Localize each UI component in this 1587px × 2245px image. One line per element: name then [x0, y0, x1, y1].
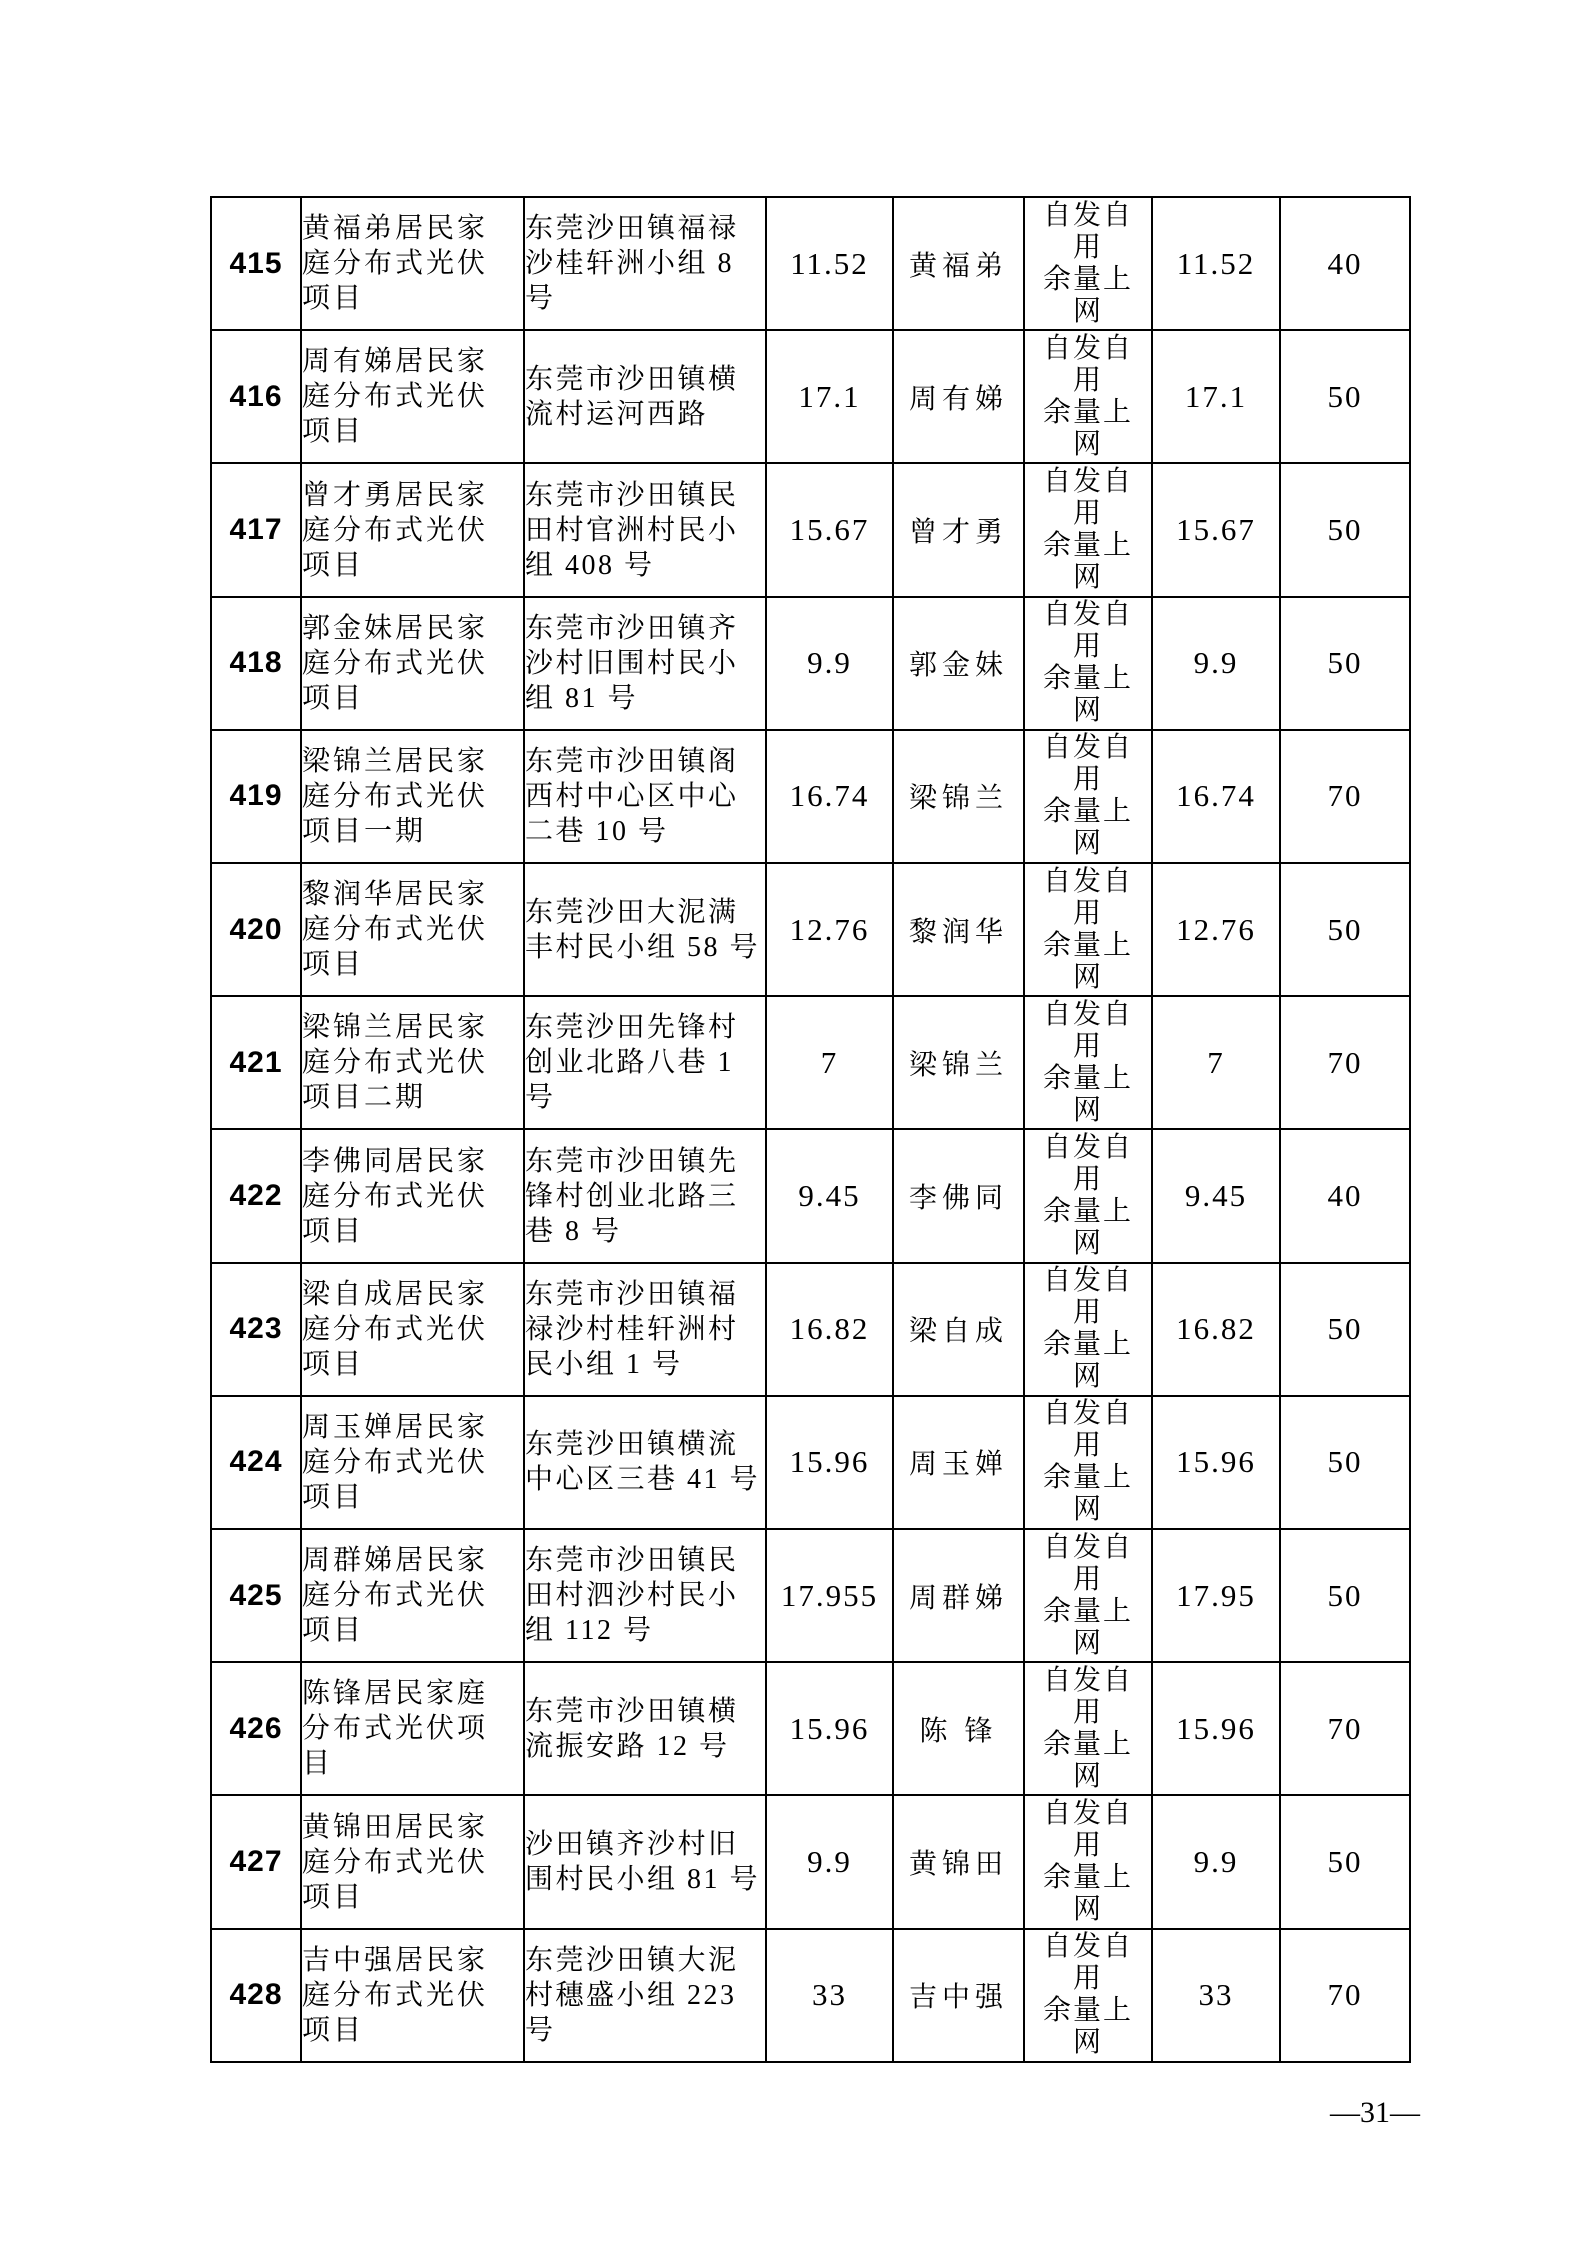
- address-line: 号: [525, 1082, 556, 1114]
- owner-name-cell: 梁自成: [893, 1263, 1024, 1396]
- project-name-line: 项目: [302, 283, 365, 315]
- table-row: [211, 730, 1410, 863]
- table-row: [211, 863, 1410, 996]
- address-line: 沙田镇齐沙村旧: [525, 1829, 739, 1861]
- grid-mode-line: 用: [1072, 1830, 1103, 1862]
- grid-mode-line: 自发自: [1042, 1531, 1133, 1563]
- grid-mode-line: 网: [1072, 428, 1103, 460]
- value1-cell: 15.96: [766, 1396, 893, 1529]
- address-cell: [524, 1795, 766, 1928]
- grid-mode-line: 用: [1072, 897, 1103, 929]
- serial-number-cell: 415: [211, 197, 301, 330]
- grid-mode-line: 网: [1072, 2027, 1103, 2059]
- address-cell: [524, 1263, 766, 1396]
- address-cell: [524, 463, 766, 596]
- records-tbody: [211, 197, 1410, 2062]
- address-cell: [524, 197, 766, 330]
- serial-number-cell: 427: [211, 1795, 301, 1928]
- address-line: 田村官洲村民小: [525, 514, 739, 546]
- value1-cell: 9.9: [766, 1795, 893, 1928]
- grid-mode-line: 用: [1072, 1696, 1103, 1728]
- grid-mode-line: 自发自: [1042, 1265, 1133, 1297]
- address-line: 巷 8 号: [525, 1215, 622, 1247]
- address-line: 丰村民小组 58 号: [525, 931, 761, 963]
- address-cell: [524, 1396, 766, 1529]
- address-line: 流振安路 12 号: [525, 1730, 730, 1762]
- value3-cell: 40: [1280, 197, 1410, 330]
- owner-name-cell: 黎润华: [893, 863, 1024, 996]
- value2-cell: 16.74: [1152, 730, 1280, 863]
- grid-mode-line: 自发自: [1042, 1931, 1133, 1963]
- project-name-line: 项目: [302, 549, 365, 581]
- value1-cell: 17.955: [766, 1529, 893, 1662]
- grid-mode-line: 网: [1072, 695, 1103, 727]
- value3-cell: 70: [1280, 730, 1410, 863]
- grid-mode-line: 自发自: [1042, 865, 1133, 897]
- grid-mode-cell: [1024, 1662, 1152, 1795]
- grid-mode-cell: [1024, 730, 1152, 863]
- grid-mode-cell: [1024, 1795, 1152, 1928]
- grid-mode-line: 余量上: [1042, 396, 1133, 428]
- page-number: —31—: [1330, 2096, 1420, 2129]
- project-name-cell: [301, 1396, 524, 1529]
- value2-cell: 11.52: [1152, 197, 1280, 330]
- grid-mode-line: 用: [1072, 1030, 1103, 1062]
- value3-cell: 50: [1280, 863, 1410, 996]
- grid-mode-line: 余量上: [1042, 929, 1133, 961]
- address-cell: [524, 1529, 766, 1662]
- value2-cell: 12.76: [1152, 863, 1280, 996]
- address-line: 组 408 号: [525, 549, 655, 581]
- grid-mode-line: 用: [1072, 498, 1103, 529]
- project-name-line: 梁自成居民家: [302, 1278, 489, 1310]
- project-name-line: 分布式光伏项: [302, 1713, 489, 1745]
- grid-mode-line: 用: [1072, 1563, 1103, 1595]
- project-name-cell: [301, 863, 524, 996]
- serial-number-cell: 420: [211, 863, 301, 996]
- table-row: [211, 1529, 1410, 1662]
- serial-number-cell: 423: [211, 1263, 301, 1396]
- project-name-line: 吉中强居民家: [302, 1944, 489, 1976]
- address-cell: [524, 996, 766, 1129]
- serial-number-cell: 428: [211, 1929, 301, 2062]
- value1-cell: 16.82: [766, 1263, 893, 1396]
- project-name-line: 庭分布式光伏: [302, 647, 489, 679]
- project-name-line: 梁锦兰居民家: [302, 1012, 489, 1044]
- table-row: [211, 996, 1410, 1129]
- value2-cell: 7: [1152, 996, 1280, 1129]
- serial-number-cell: 422: [211, 1129, 301, 1262]
- value3-cell: 50: [1280, 1529, 1410, 1662]
- grid-mode-line: 自发自: [1042, 1398, 1133, 1430]
- project-name-line: 项目: [302, 1881, 365, 1913]
- owner-name-cell: 吉中强: [893, 1929, 1024, 2062]
- address-line: 锋村创业北路三: [525, 1180, 739, 1212]
- address-line: 东莞市沙田镇福: [525, 1278, 739, 1310]
- table-row: [211, 1396, 1410, 1529]
- grid-mode-line: 用: [1072, 764, 1103, 796]
- project-name-line: 项目: [302, 1215, 365, 1247]
- address-line: 东莞沙田先锋村: [525, 1012, 739, 1044]
- grid-mode-line: 网: [1072, 562, 1103, 593]
- value3-cell: 50: [1280, 330, 1410, 463]
- project-name-line: 周群娣居民家: [302, 1545, 489, 1577]
- value3-cell: 70: [1280, 1662, 1410, 1795]
- address-cell: [524, 597, 766, 730]
- project-name-cell: [301, 1795, 524, 1928]
- table-row: [211, 330, 1410, 463]
- grid-mode-line: 用: [1072, 364, 1103, 396]
- address-cell: [524, 1929, 766, 2062]
- project-name-line: 庭分布式光伏: [302, 1979, 489, 2011]
- project-name-line: 庭分布式光伏: [302, 914, 489, 946]
- serial-number-cell: 418: [211, 597, 301, 730]
- grid-mode-line: 自发自: [1042, 1798, 1133, 1830]
- value1-cell: 17.1: [766, 330, 893, 463]
- project-name-line: 曾才勇居民家: [302, 479, 489, 511]
- grid-mode-line: 用: [1072, 1164, 1103, 1196]
- project-name-line: 项目: [302, 2014, 365, 2046]
- value1-cell: 33: [766, 1929, 893, 2062]
- value1-cell: 11.52: [766, 197, 893, 330]
- grid-mode-line: 网: [1072, 1627, 1103, 1659]
- address-line: 组 112 号: [525, 1615, 654, 1647]
- owner-name-cell: 曾才勇: [893, 463, 1024, 596]
- address-cell: [524, 863, 766, 996]
- value3-cell: 70: [1280, 1929, 1410, 2062]
- grid-mode-line: 用: [1072, 1963, 1103, 1995]
- value3-cell: 50: [1280, 463, 1410, 596]
- serial-number-cell: 421: [211, 996, 301, 1129]
- project-name-line: 周有娣居民家: [302, 346, 489, 378]
- grid-mode-line: 余量上: [1042, 796, 1133, 828]
- owner-name-cell: 梁锦兰: [893, 730, 1024, 863]
- address-line: 东莞市沙田镇民: [525, 479, 739, 511]
- grid-mode-line: 用: [1072, 231, 1103, 263]
- owner-name-cell: 周有娣: [893, 330, 1024, 463]
- value2-cell: 9.45: [1152, 1129, 1280, 1262]
- grid-mode-line: 网: [1072, 828, 1103, 860]
- project-name-line: 目: [302, 1748, 334, 1780]
- address-line: 西村中心区中心: [525, 780, 739, 812]
- value1-cell: 9.45: [766, 1129, 893, 1262]
- owner-name-cell: 黄福弟: [893, 197, 1024, 330]
- grid-mode-cell: [1024, 1529, 1152, 1662]
- project-name-line: 李佛同居民家: [302, 1145, 489, 1177]
- serial-number-cell: 426: [211, 1662, 301, 1795]
- address-line: 东莞市沙田镇民: [525, 1545, 739, 1577]
- address-cell: [524, 1662, 766, 1795]
- project-name-line: 梁锦兰居民家: [302, 745, 489, 777]
- grid-mode-line: 余量上: [1042, 1062, 1133, 1094]
- address-line: 东莞沙田镇福禄: [525, 213, 739, 245]
- address-line: 二巷 10 号: [525, 815, 669, 847]
- value2-cell: 9.9: [1152, 597, 1280, 730]
- value1-cell: 15.96: [766, 1662, 893, 1795]
- owner-name-cell: 周玉婵: [893, 1396, 1024, 1529]
- value2-cell: 17.95: [1152, 1529, 1280, 1662]
- grid-mode-cell: [1024, 1929, 1152, 2062]
- grid-mode-line: 自发自: [1042, 466, 1133, 497]
- value3-cell: 50: [1280, 1396, 1410, 1529]
- value1-cell: 12.76: [766, 863, 893, 996]
- projects-table-wrap: [210, 196, 1411, 2063]
- project-name-line: 项目: [302, 416, 365, 448]
- grid-mode-cell: [1024, 863, 1152, 996]
- address-line: 沙桂轩洲小组 8: [525, 248, 735, 280]
- value2-cell: 15.96: [1152, 1662, 1280, 1795]
- value2-cell: 15.67: [1152, 463, 1280, 596]
- address-line: 民小组 1 号: [525, 1348, 683, 1380]
- table-row: [211, 1662, 1410, 1795]
- project-name-line: 项目: [302, 1348, 365, 1380]
- grid-mode-line: 网: [1072, 1894, 1103, 1926]
- project-name-line: 项目: [302, 1615, 365, 1647]
- grid-mode-line: 网: [1072, 1228, 1103, 1260]
- owner-name-cell: 李佛同: [893, 1129, 1024, 1262]
- value3-cell: 50: [1280, 1795, 1410, 1928]
- address-cell: [524, 730, 766, 863]
- grid-mode-line: 用: [1072, 1297, 1103, 1329]
- grid-mode-line: 余量上: [1042, 530, 1133, 561]
- value1-cell: 9.9: [766, 597, 893, 730]
- grid-mode-cell: [1024, 1263, 1152, 1396]
- grid-mode-cell: [1024, 597, 1152, 730]
- grid-mode-cell: [1024, 330, 1152, 463]
- project-name-cell: [301, 1129, 524, 1262]
- owner-name-cell: 黄锦田: [893, 1795, 1024, 1928]
- grid-mode-line: 余量上: [1042, 1862, 1133, 1894]
- grid-mode-line: 自发自: [1042, 1664, 1133, 1696]
- address-line: 东莞沙田镇横流: [525, 1429, 739, 1461]
- projects-table: [210, 196, 1411, 2063]
- project-name-line: 庭分布式光伏: [302, 1313, 489, 1345]
- address-line: 东莞市沙田镇阁: [525, 745, 739, 777]
- grid-mode-line: 余量上: [1042, 1196, 1133, 1228]
- grid-mode-cell: [1024, 996, 1152, 1129]
- value2-cell: 9.9: [1152, 1795, 1280, 1928]
- serial-number-cell: 417: [211, 463, 301, 596]
- project-name-line: 周玉婵居民家: [302, 1411, 489, 1443]
- table-row: [211, 1263, 1410, 1396]
- project-name-line: 庭分布式光伏: [302, 1180, 489, 1212]
- owner-name-cell: 周群娣: [893, 1529, 1024, 1662]
- project-name-cell: [301, 330, 524, 463]
- grid-mode-line: 网: [1072, 295, 1103, 327]
- table-row: [211, 1929, 1410, 2062]
- address-line: 东莞市沙田镇先: [525, 1145, 739, 1177]
- project-name-cell: [301, 1263, 524, 1396]
- grid-mode-line: 余量上: [1042, 1728, 1133, 1760]
- address-line: 号: [525, 283, 556, 315]
- grid-mode-cell: [1024, 1129, 1152, 1262]
- project-name-line: 项目一期: [302, 815, 427, 847]
- project-name-line: 庭分布式光伏: [302, 514, 489, 546]
- address-line: 禄沙村桂轩洲村: [525, 1313, 739, 1345]
- serial-number-cell: 416: [211, 330, 301, 463]
- project-name-cell: [301, 463, 524, 596]
- project-name-line: 庭分布式光伏: [302, 780, 489, 812]
- serial-number-cell: 419: [211, 730, 301, 863]
- project-name-line: 项目: [302, 1481, 365, 1513]
- address-cell: [524, 1129, 766, 1262]
- table-row: [211, 1129, 1410, 1262]
- owner-name-cell: 郭金妹: [893, 597, 1024, 730]
- grid-mode-line: 网: [1072, 1094, 1103, 1126]
- grid-mode-line: 网: [1072, 1494, 1103, 1526]
- grid-mode-line: 余量上: [1042, 263, 1133, 295]
- grid-mode-line: 用: [1072, 631, 1103, 663]
- value2-cell: 33: [1152, 1929, 1280, 2062]
- value1-cell: 16.74: [766, 730, 893, 863]
- project-name-line: 庭分布式光伏: [302, 1446, 489, 1478]
- table-row: [211, 463, 1410, 596]
- table-row: [211, 197, 1410, 330]
- grid-mode-line: 自发自: [1042, 199, 1133, 231]
- value2-cell: 16.82: [1152, 1263, 1280, 1396]
- address-line: 沙村旧围村民小: [525, 647, 739, 679]
- grid-mode-line: 余量上: [1042, 663, 1133, 695]
- value2-cell: 15.96: [1152, 1396, 1280, 1529]
- address-line: 村穗盛小组 223: [525, 1979, 737, 2011]
- project-name-line: 庭分布式光伏: [302, 248, 489, 280]
- project-name-line: 庭分布式光伏: [302, 1047, 489, 1079]
- project-name-cell: [301, 597, 524, 730]
- owner-name-cell: 梁锦兰: [893, 996, 1024, 1129]
- project-name-cell: [301, 996, 524, 1129]
- address-line: 组 81 号: [525, 682, 639, 714]
- project-name-line: 项目二期: [302, 1082, 427, 1114]
- address-line: 东莞市沙田镇齐: [525, 612, 739, 644]
- table-row: [211, 1795, 1410, 1928]
- serial-number-cell: 425: [211, 1529, 301, 1662]
- owner-name-cell: 陈 锋: [893, 1662, 1024, 1795]
- grid-mode-line: 自发自: [1042, 332, 1133, 364]
- project-name-line: 庭分布式光伏: [302, 1846, 489, 1878]
- grid-mode-line: 网: [1072, 961, 1103, 993]
- project-name-cell: [301, 730, 524, 863]
- value3-cell: 40: [1280, 1129, 1410, 1262]
- address-line: 号: [525, 2014, 556, 2046]
- grid-mode-line: 网: [1072, 1760, 1103, 1792]
- grid-mode-line: 余量上: [1042, 1995, 1133, 2027]
- grid-mode-cell: [1024, 463, 1152, 596]
- project-name-line: 郭金妹居民家: [302, 612, 489, 644]
- serial-number-cell: 424: [211, 1396, 301, 1529]
- address-line: 中心区三巷 41 号: [525, 1464, 761, 1496]
- address-line: 围村民小组 81 号: [525, 1864, 761, 1896]
- grid-mode-line: 自发自: [1042, 599, 1133, 631]
- grid-mode-line: 自发自: [1042, 732, 1133, 764]
- grid-mode-line: 自发自: [1042, 1132, 1133, 1164]
- table-row: [211, 597, 1410, 730]
- address-line: 流村运河西路: [525, 398, 709, 430]
- project-name-line: 黄福弟居民家: [302, 213, 489, 245]
- project-name-cell: [301, 197, 524, 330]
- address-line: 田村泗沙村民小: [525, 1580, 739, 1612]
- address-cell: [524, 330, 766, 463]
- value3-cell: 50: [1280, 1263, 1410, 1396]
- project-name-cell: [301, 1662, 524, 1795]
- value1-cell: 7: [766, 996, 893, 1129]
- project-name-line: 项目: [302, 682, 365, 714]
- project-name-line: 庭分布式光伏: [302, 1580, 489, 1612]
- project-name-line: 项目: [302, 949, 365, 981]
- project-name-line: 陈锋居民家庭: [302, 1678, 489, 1710]
- project-name-line: 庭分布式光伏: [302, 381, 489, 413]
- grid-mode-cell: [1024, 197, 1152, 330]
- project-name-cell: [301, 1529, 524, 1662]
- value3-cell: 70: [1280, 996, 1410, 1129]
- grid-mode-line: 余量上: [1042, 1462, 1133, 1494]
- address-line: 创业北路八巷 1: [525, 1047, 735, 1079]
- address-line: 东莞市沙田镇横: [525, 363, 739, 395]
- grid-mode-line: 余量上: [1042, 1329, 1133, 1361]
- grid-mode-cell: [1024, 1396, 1152, 1529]
- address-line: 东莞沙田镇大泥: [525, 1944, 739, 1976]
- grid-mode-line: 自发自: [1042, 998, 1133, 1030]
- grid-mode-line: 网: [1072, 1361, 1103, 1393]
- address-line: 东莞沙田大泥满: [525, 896, 739, 928]
- value2-cell: 17.1: [1152, 330, 1280, 463]
- value3-cell: 50: [1280, 597, 1410, 730]
- project-name-cell: [301, 1929, 524, 2062]
- project-name-line: 黄锦田居民家: [302, 1811, 489, 1843]
- grid-mode-line: 余量上: [1042, 1595, 1133, 1627]
- project-name-line: 黎润华居民家: [302, 879, 489, 911]
- address-line: 东莞市沙田镇横: [525, 1695, 739, 1727]
- grid-mode-line: 用: [1072, 1430, 1103, 1462]
- value1-cell: 15.67: [766, 463, 893, 596]
